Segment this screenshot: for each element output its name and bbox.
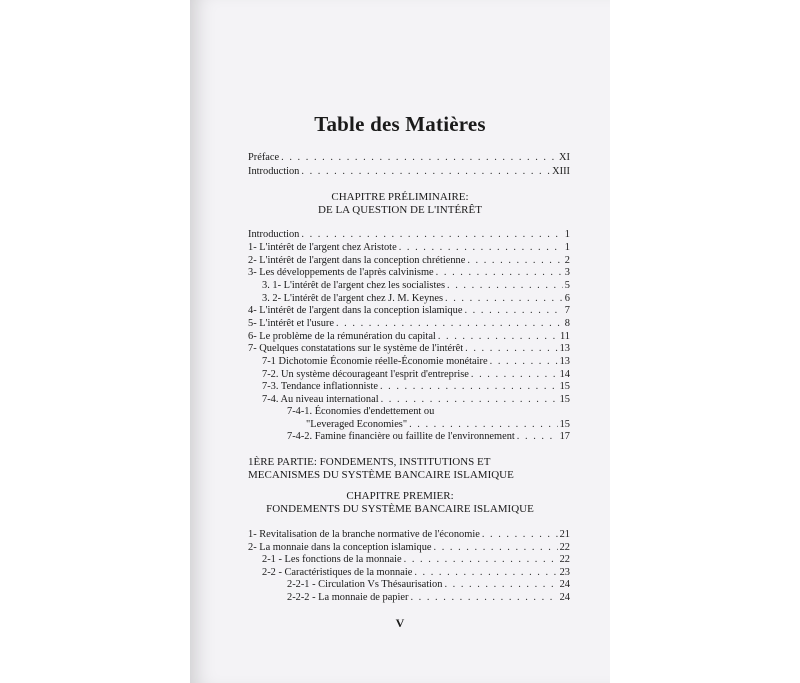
page-title: Table des Matières	[314, 112, 486, 136]
toc-entry	[262, 279, 570, 292]
toc-leader	[336, 317, 563, 330]
toc-entry-label: 5- L'intérêt et l'usure	[248, 318, 334, 329]
toc-entry	[262, 355, 570, 368]
toc-entry-page: 23	[559, 567, 570, 578]
toc-entry-page: 15	[559, 381, 570, 392]
toc-entry-page: 21	[559, 529, 570, 540]
toc-leader	[436, 266, 563, 279]
toc-entry-label: 2-2 - Caractéristiques de la monnaie	[262, 567, 413, 578]
toc-leader	[404, 553, 558, 566]
toc-entry-label: 6- Le problème de la rémunération du capital	[248, 331, 436, 342]
toc-entry-page: 2	[564, 255, 570, 266]
toc-entry-page: 24	[559, 579, 570, 590]
toc-entry-label: Introduction	[248, 229, 300, 240]
chapter-heading-line: FONDEMENTS DU SYSTÈME BANCAIRE ISLAMIQUE	[266, 503, 534, 515]
toc-leader	[399, 241, 563, 254]
toc-leader	[447, 279, 563, 292]
toc-entry-page: 24	[559, 592, 570, 603]
toc-entry-page: 14	[559, 369, 570, 380]
toc-entry-label: 7-3. Tendance inflationniste	[262, 381, 378, 392]
toc-entry-label: 2- La monnaie dans la conception islamique	[248, 542, 432, 553]
toc-entry-page: 5	[564, 280, 570, 291]
toc-entry-label: 3- Les développements de l'après calvinisme	[248, 267, 434, 278]
toc-entry	[248, 342, 570, 355]
chapter-heading-line: DE LA QUESTION DE L'INTÉRÊT	[318, 204, 482, 216]
toc-entry-page: 15	[559, 394, 570, 405]
toc-leader	[410, 591, 557, 604]
toc-entry	[248, 304, 570, 317]
toc-entry	[248, 528, 570, 541]
toc-entry-page: 1	[564, 242, 570, 253]
toc-entry-label: 7-4. Au niveau international	[262, 394, 379, 405]
toc-entry-label: 7-2. Un système décourageant l'esprit d'entreprise	[262, 369, 469, 380]
toc-leader	[444, 578, 557, 591]
page-number: V	[395, 616, 405, 630]
toc-entry-label: 2-2-2 - La monnaie de papier	[287, 592, 409, 603]
toc-entry-page: 7	[564, 305, 570, 316]
toc-entry-label: Introduction	[248, 166, 300, 177]
toc-entry-page: 8	[564, 318, 570, 329]
toc-entry-label: 2-1 - Les fonctions de la monnaie	[262, 554, 402, 565]
toc-leader	[482, 528, 558, 541]
part-heading-line: 1ÈRE PARTIE: FONDEMENTS, INSTITUTIONS ET	[248, 456, 491, 468]
toc-entry	[262, 380, 570, 393]
toc-entry-page: XIII	[552, 166, 570, 177]
toc-entry-label: 7-1 Dichotomie Économie réelle-Économie monétaire	[262, 356, 488, 367]
toc-leader	[490, 355, 558, 368]
toc-entry-label: 3. 2- L'intérêt de l'argent chez J. M. Keynes	[262, 293, 443, 304]
toc-entry	[287, 591, 570, 604]
toc-entry	[287, 578, 570, 591]
toc-entry-label: 3. 1- L'intérêt de l'argent chez les socialistes	[262, 280, 446, 291]
toc-entry-page: 3	[564, 267, 570, 278]
toc-entry-label: 1- L'intérêt de l'argent chez Aristote	[248, 242, 397, 253]
toc-entry-page: 22	[559, 554, 570, 565]
toc-leader	[301, 228, 562, 241]
toc-entry	[248, 266, 570, 279]
toc-entry-page: 15	[559, 419, 570, 430]
toc-entry	[248, 317, 570, 330]
toc-entry-label: 2-2-1 - Circulation Vs Thésaurisation	[287, 579, 443, 590]
toc-entry-page: 22	[559, 542, 570, 553]
toc-entry	[287, 430, 570, 443]
toc-leader	[464, 304, 562, 317]
toc-entry-label: 1- Revitalisation de la branche normative de l'économie	[248, 529, 480, 540]
toc-entry-page: 17	[559, 431, 570, 442]
toc-entry	[248, 241, 570, 254]
toc-entry-label: 4- L'intérêt de l'argent dans la conception islamique	[248, 305, 463, 316]
chapter-heading-line: CHAPITRE PRÉLIMINAIRE:	[331, 191, 469, 203]
toc-entry-label: "Leveraged Economies"	[306, 419, 408, 430]
toc-leader	[465, 342, 557, 355]
toc-leader	[380, 380, 558, 393]
toc-entry-page: 1	[564, 229, 570, 240]
toc-entry	[248, 165, 570, 178]
toc-entry-page: XI	[559, 152, 570, 163]
part-heading-line: MECANISMES DU SYSTÈME BANCAIRE ISLAMIQUE	[248, 469, 514, 481]
toc-entry	[248, 228, 570, 241]
toc-leader	[301, 165, 550, 178]
toc-entry-label: 7-4-2. Famine financière ou faillite de l'environnement	[287, 431, 515, 442]
toc-entry	[248, 151, 570, 164]
toc-entry-page: 13	[559, 356, 570, 367]
toc-entry-label: Préface	[248, 152, 280, 163]
toc-leader	[281, 151, 557, 164]
toc-entry-page: 11	[559, 331, 570, 342]
toc-entry-label: 7-4-1. Économies d'endettement ou	[287, 406, 435, 417]
chapter-heading-line: CHAPITRE PREMIER:	[346, 490, 454, 502]
toc-entry-label: 7- Quelques constatations sur le système de l'intérêt	[248, 343, 464, 354]
toc-leader	[517, 430, 558, 443]
toc-entry	[262, 553, 570, 566]
toc-entry-label: 2- L'intérêt de l'argent dans la conception chrétienne	[248, 255, 466, 266]
toc-entry-page: 13	[559, 343, 570, 354]
toc-entry-page: 6	[564, 293, 570, 304]
